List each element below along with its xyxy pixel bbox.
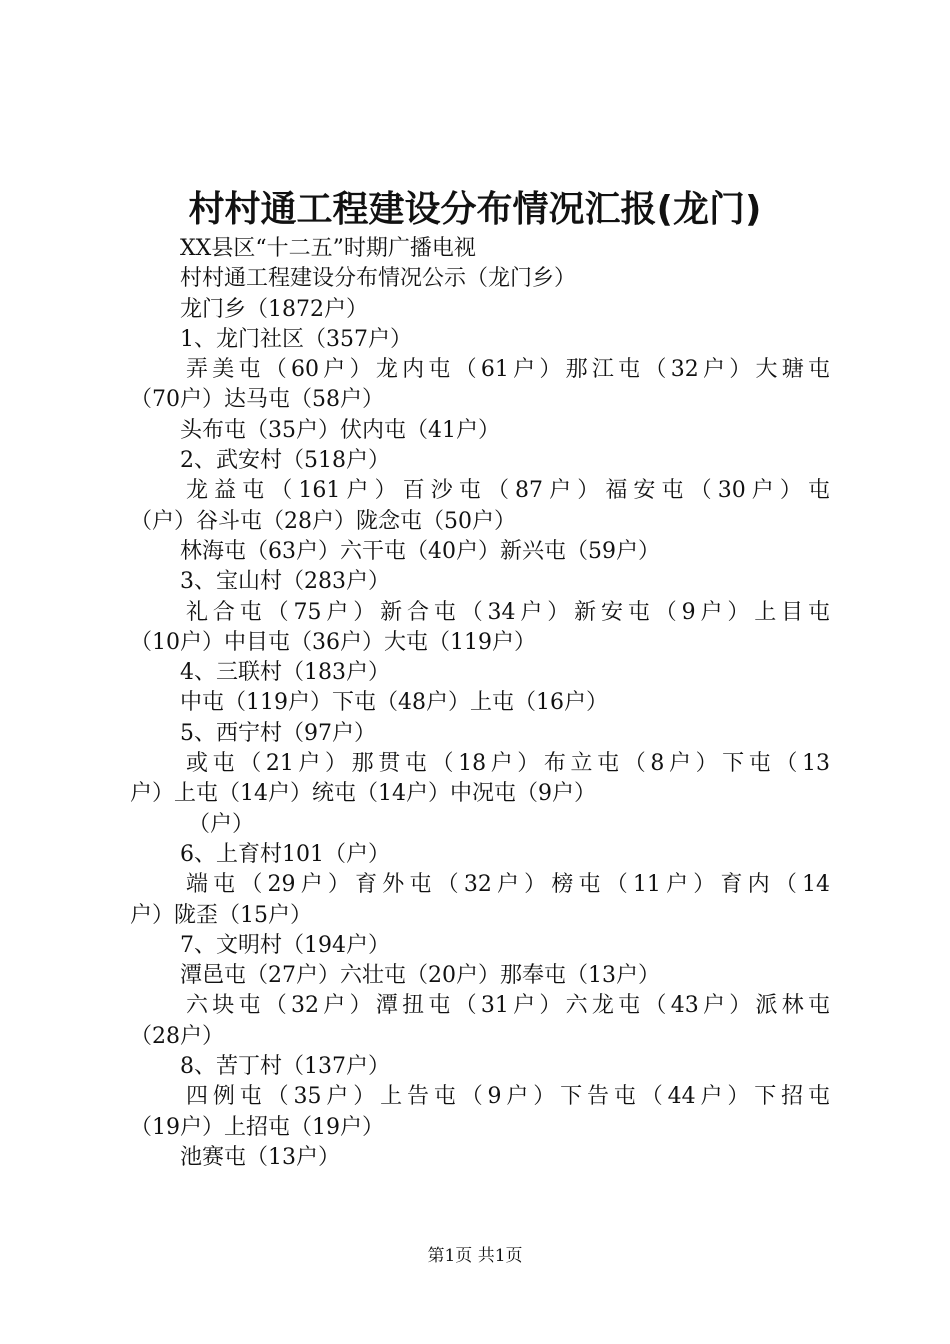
text-line: （10户）中目屯（36户）大屯（119户） bbox=[130, 629, 536, 655]
text-line: XX县区“十二五”时期广播电视 bbox=[180, 236, 476, 261]
text-line: （19户）上招屯（19户） bbox=[130, 1114, 384, 1140]
text-line: 户）上屯（14户）统屯（14户）中况屯（9户） bbox=[130, 781, 596, 807]
text-line: 弄美屯（60户）龙内屯（61户）那江屯（32户）大瑭屯 bbox=[186, 357, 830, 383]
text-line: 2、武安村（518户） bbox=[180, 448, 390, 474]
text-line: 4、三联村（183户） bbox=[180, 660, 390, 686]
document-body bbox=[130, 234, 830, 1173]
text-line: 龙门乡（1872户） bbox=[180, 296, 368, 322]
text-line: （户）谷斗屯（28户）陇念屯（50户） bbox=[130, 508, 516, 534]
text-line: 林海屯（63户）六干屯（40户）新兴屯（59户） bbox=[180, 538, 660, 564]
text-line: 或屯（21户）那贯屯（18户）布立屯（8户）下屯（13 bbox=[186, 751, 830, 777]
text-line: 池赛屯（13户） bbox=[180, 1144, 340, 1170]
text-line: 村村通工程建设分布情况公示（龙门乡） bbox=[180, 266, 577, 292]
text-line: 头布屯（35户）伏内屯（41户） bbox=[180, 417, 500, 443]
text-line: 六块屯（32户）潭扭屯（31户）六龙屯（43户）派林屯 bbox=[186, 993, 830, 1019]
text-line: 7、文明村（194户） bbox=[180, 932, 390, 958]
text-line: 6、上育村101（户） bbox=[180, 841, 390, 867]
text-line: 四例屯（35户）上告屯（9户）下告屯（44户）下招屯 bbox=[186, 1084, 830, 1110]
page-footer: 第1页 共1页 bbox=[427, 1246, 523, 1266]
text-line: 龙益屯（161户）百沙屯（87户）福安屯（30户）屯 bbox=[186, 478, 830, 504]
text-line: 8、苦丁村（137户） bbox=[180, 1054, 390, 1080]
text-line: 潭邑屯（27户）六壮屯（20户）那奉屯（13户） bbox=[180, 963, 660, 989]
text-line: 中屯（119户）下屯（48户）上屯（16户） bbox=[180, 690, 608, 716]
text-line: 1、龙门社区（357户） bbox=[180, 326, 412, 352]
text-line: （户） bbox=[188, 811, 255, 837]
text-line: （28户） bbox=[130, 1023, 224, 1049]
text-line: 户）陇歪（15户） bbox=[130, 902, 312, 928]
text-line: 3、宝山村（283户） bbox=[180, 569, 390, 595]
text-line: 礼合屯（75户）新合屯（34户）新安屯（9户）上目屯 bbox=[186, 599, 830, 625]
text-line: 5、西宁村（97户） bbox=[180, 720, 376, 746]
page-title: 村村通工程建设分布情况汇报(龙门) bbox=[188, 189, 762, 230]
text-line: （70户）达马屯（58户） bbox=[130, 387, 384, 413]
text-line: 端屯（29户）育外屯（32户）榜屯（11户）育内（14 bbox=[186, 872, 830, 898]
